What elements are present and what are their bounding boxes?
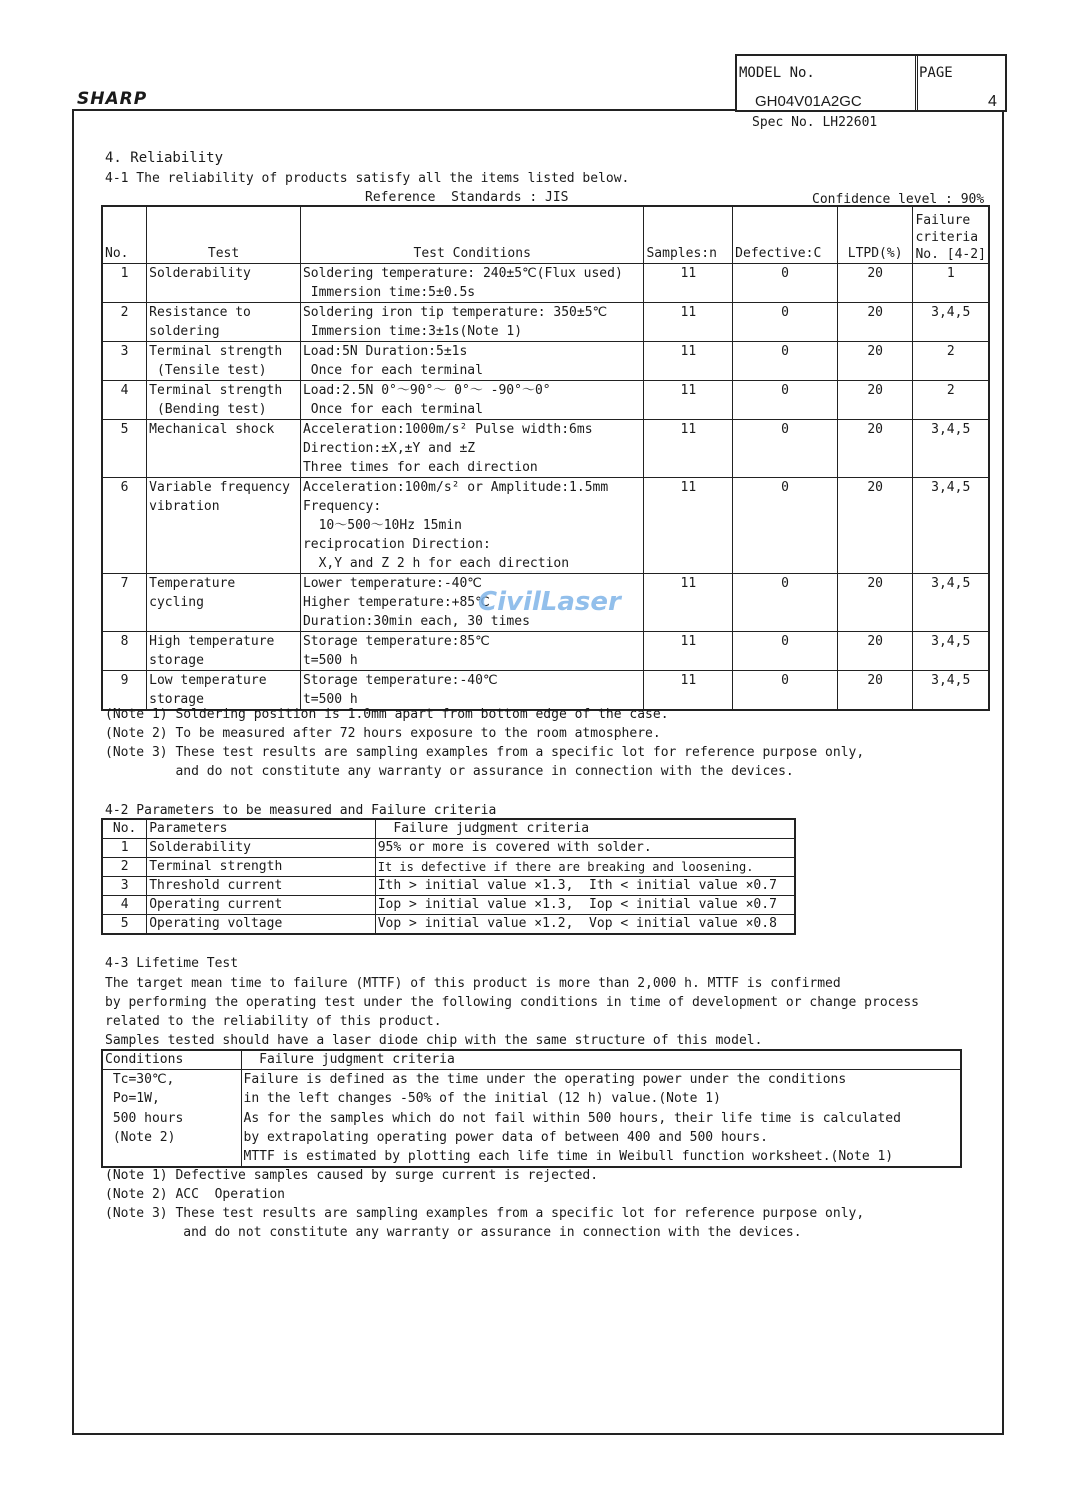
page-number: 4 bbox=[988, 93, 997, 110]
row-criteria: 95% or more is covered with solder. bbox=[375, 839, 795, 858]
paragraph-line: The target mean time to failure (MTTF) of this product is more than 2,000 h. MTTF is confirmed bbox=[105, 976, 841, 991]
row-parameter: Operating voltage bbox=[147, 915, 376, 935]
row-samples: 11 bbox=[644, 302, 733, 341]
row-defective: 0 bbox=[733, 263, 838, 302]
row-ltpd: 20 bbox=[837, 419, 913, 477]
row-test: Low temperature storage bbox=[147, 670, 301, 710]
table-row bbox=[102, 302, 989, 341]
row-ltpd: 20 bbox=[837, 341, 913, 380]
watermark: CivilLaser bbox=[478, 587, 621, 617]
confidence-level: Confidence level : 90% bbox=[812, 192, 985, 207]
row-samples: 11 bbox=[644, 477, 733, 573]
row-no: 8 bbox=[102, 631, 147, 670]
spec-number: Spec No. LH22601 bbox=[752, 115, 878, 130]
row-samples: 11 bbox=[644, 419, 733, 477]
table-row bbox=[102, 839, 795, 858]
reference-standards: Reference Standards : JIS bbox=[365, 190, 569, 205]
row-no: 5 bbox=[102, 915, 147, 935]
row-samples: 11 bbox=[644, 670, 733, 710]
section-title: 4. Reliability bbox=[105, 150, 224, 166]
paragraph-line: related to the reliability of this product. bbox=[105, 1014, 442, 1029]
row-defective: 0 bbox=[733, 670, 838, 710]
table-row bbox=[102, 670, 989, 710]
note-line: and do not constitute any warranty or assurance in connection with the devices. bbox=[105, 764, 794, 779]
col-test: Test bbox=[147, 206, 301, 263]
col-no: No. bbox=[102, 206, 147, 263]
row-conditions: Acceleration:100m/s² or Amplitude:1.5mm Frequency: 10～500～10Hz 15min reciprocation Direction: X,Y and Z 2 h for each direction bbox=[300, 477, 644, 573]
row-ltpd: 20 bbox=[837, 670, 913, 710]
row-defective: 0 bbox=[733, 419, 838, 477]
col-defective: Defective:C bbox=[733, 206, 838, 263]
note-line: (Note 1) Defective samples caused by surge current is rejected. bbox=[105, 1168, 599, 1183]
note-line: (Note 3) These test results are sampling examples from a specific lot for reference purpose only, bbox=[105, 745, 865, 760]
row-no: 1 bbox=[102, 839, 147, 858]
row-samples: 11 bbox=[644, 573, 733, 631]
row-criteria: Vop > initial value ×1.2, Vop < initial value ×0.8 bbox=[375, 915, 795, 935]
paragraph-line: Samples tested should have a laser diode chip with the same structure of this model. bbox=[105, 1033, 763, 1048]
row-failure-criteria: 2 bbox=[913, 341, 989, 380]
row-ltpd: 20 bbox=[837, 477, 913, 573]
row-no: 2 bbox=[102, 858, 147, 877]
table-row bbox=[102, 263, 989, 302]
row-test: High temperature storage bbox=[147, 631, 301, 670]
reliability-notes bbox=[105, 705, 864, 781]
row-ltpd: 20 bbox=[837, 263, 913, 302]
row-samples: 11 bbox=[644, 263, 733, 302]
table-row bbox=[102, 915, 795, 935]
table-row bbox=[102, 477, 989, 573]
model-value: GH04V01A2GC bbox=[755, 93, 862, 110]
row-samples: 11 bbox=[644, 631, 733, 670]
note-line: (Note 2) To be measured after 72 hours exposure to the room atmosphere. bbox=[105, 726, 661, 741]
row-samples: 11 bbox=[644, 380, 733, 419]
note-line: and do not constitute any warranty or assurance in connection with the devices. bbox=[105, 1225, 802, 1240]
sharp-logo: SHARP bbox=[77, 89, 148, 109]
row-test: Variable frequency vibration bbox=[147, 477, 301, 573]
row-no: 5 bbox=[102, 419, 147, 477]
row-defective: 0 bbox=[733, 573, 838, 631]
row-samples: 11 bbox=[644, 341, 733, 380]
lifetime-conditions: Tc=30℃, Po=1W, 500 hours (Note 2) bbox=[102, 1070, 241, 1168]
row-defective: 0 bbox=[733, 631, 838, 670]
table-header-row bbox=[102, 206, 989, 263]
col-ltpd: LTPD(%) bbox=[837, 206, 913, 263]
col-criteria: Failure judgment criteria bbox=[241, 1050, 961, 1070]
row-no: 3 bbox=[102, 877, 147, 896]
row-conditions: Lower temperature:-40℃ Higher temperature:+85℃ Duration:30min each, 30 times bbox=[300, 573, 644, 631]
col-conditions: Conditions bbox=[102, 1050, 241, 1070]
row-failure-criteria: 1 bbox=[913, 263, 989, 302]
row-conditions: Acceleration:1000m/s² Pulse width:6ms Direction:±X,±Y and ±Z Three times for each direction bbox=[300, 419, 644, 477]
row-conditions: Load:5N Duration:5±1s Once for each terminal bbox=[300, 341, 644, 380]
table-row bbox=[102, 631, 989, 670]
row-no: 1 bbox=[102, 263, 147, 302]
row-defective: 0 bbox=[733, 302, 838, 341]
lifetime-criteria: Failure is defined as the time under the operating power under the conditions in the left changes -50% of the initial (12 h) value.(Note 1) As for the samples which do not fail within 500 hours, their life time is calculated by extrapolating operating power data of between 400 and 500 hours. MTTF is estimated by plotting each life time in Weibull function worksheet.(Note 1) bbox=[241, 1070, 961, 1168]
parameters-table bbox=[101, 818, 796, 935]
row-parameter: Operating current bbox=[147, 896, 376, 915]
row-failure-criteria: 3,4,5 bbox=[913, 573, 989, 631]
row-no: 7 bbox=[102, 573, 147, 631]
model-label: MODEL No. bbox=[739, 65, 815, 81]
row-conditions: Soldering temperature: 240±5℃(Flux used) Immersion time:5±0.5s bbox=[300, 263, 644, 302]
row-no: 4 bbox=[102, 380, 147, 419]
model-box bbox=[735, 54, 918, 112]
page-box bbox=[915, 54, 1007, 112]
row-conditions: Soldering iron tip temperature: 350±5℃ Immersion time:3±1s(Note 1) bbox=[300, 302, 644, 341]
table-row bbox=[102, 341, 989, 380]
section42-title: 4-2 Parameters to be measured and Failure criteria bbox=[105, 803, 497, 818]
table-row bbox=[102, 896, 795, 915]
row-failure-criteria: 3,4,5 bbox=[913, 631, 989, 670]
col-criteria: Failure judgment criteria bbox=[375, 819, 795, 839]
row-test: Terminal strength (Tensile test) bbox=[147, 341, 301, 380]
row-criteria: Iop > initial value ×1.3, Iop < initial value ×0.7 bbox=[375, 896, 795, 915]
row-ltpd: 20 bbox=[837, 302, 913, 341]
row-test: Resistance to soldering bbox=[147, 302, 301, 341]
col-failure-criteria: Failure criteria No. [4-2] bbox=[913, 206, 989, 263]
table-row bbox=[102, 1070, 961, 1168]
row-failure-criteria: 3,4,5 bbox=[913, 419, 989, 477]
reliability-table bbox=[101, 205, 990, 711]
table-header-row bbox=[102, 1050, 961, 1070]
lifetime-table bbox=[101, 1049, 962, 1168]
row-conditions: Load:2.5N 0°～90°～ 0°～ -90°～0° Once for each terminal bbox=[300, 380, 644, 419]
row-defective: 0 bbox=[733, 341, 838, 380]
row-conditions: Storage temperature:85℃ t=500 h bbox=[300, 631, 644, 670]
table-row bbox=[102, 877, 795, 896]
col-no: No. bbox=[102, 819, 147, 839]
row-failure-criteria: 3,4,5 bbox=[913, 302, 989, 341]
row-no: 3 bbox=[102, 341, 147, 380]
table-row bbox=[102, 858, 795, 877]
row-test: Solderability bbox=[147, 263, 301, 302]
lifetime-paragraph bbox=[105, 974, 919, 1050]
row-ltpd: 20 bbox=[837, 631, 913, 670]
row-parameter: Terminal strength bbox=[147, 858, 376, 877]
section43-title: 4-3 Lifetime Test bbox=[105, 956, 239, 971]
table-row bbox=[102, 380, 989, 419]
table-row bbox=[102, 419, 989, 477]
row-test: Terminal strength (Bending test) bbox=[147, 380, 301, 419]
row-ltpd: 20 bbox=[837, 573, 913, 631]
row-parameter: Threshold current bbox=[147, 877, 376, 896]
table-header-row bbox=[102, 819, 795, 839]
row-ltpd: 20 bbox=[837, 380, 913, 419]
col-conditions: Test Conditions bbox=[300, 206, 644, 263]
row-failure-criteria: 3,4,5 bbox=[913, 670, 989, 710]
note-line: (Note 3) These test results are sampling examples from a specific lot for reference purpose only, bbox=[105, 1206, 865, 1221]
row-no: 9 bbox=[102, 670, 147, 710]
row-criteria: It is defective if there are breaking and loosening. bbox=[375, 858, 795, 877]
page-label: PAGE bbox=[919, 65, 953, 81]
row-no: 6 bbox=[102, 477, 147, 573]
col-parameters: Parameters bbox=[147, 819, 376, 839]
col-samples: Samples:n bbox=[644, 206, 733, 263]
row-no: 2 bbox=[102, 302, 147, 341]
row-conditions: Storage temperature:-40℃ t=500 h bbox=[300, 670, 644, 710]
paragraph-line: by performing the operating test under the following conditions in time of development or change process bbox=[105, 995, 919, 1010]
row-failure-criteria: 3,4,5 bbox=[913, 477, 989, 573]
row-no: 4 bbox=[102, 896, 147, 915]
row-parameter: Solderability bbox=[147, 839, 376, 858]
row-defective: 0 bbox=[733, 477, 838, 573]
row-defective: 0 bbox=[733, 380, 838, 419]
section-intro: 4-1 The reliability of products satisfy all the items listed below. bbox=[105, 171, 630, 186]
row-criteria: Ith > initial value ×1.3, Ith < initial value ×0.7 bbox=[375, 877, 795, 896]
note-line: (Note 1) Soldering position is 1.0mm apart from bottom edge of the case. bbox=[105, 707, 669, 722]
lifetime-notes bbox=[105, 1166, 864, 1242]
note-line: (Note 2) ACC Operation bbox=[105, 1187, 286, 1202]
row-failure-criteria: 2 bbox=[913, 380, 989, 419]
row-test: Temperature cycling bbox=[147, 573, 301, 631]
row-test: Mechanical shock bbox=[147, 419, 301, 477]
